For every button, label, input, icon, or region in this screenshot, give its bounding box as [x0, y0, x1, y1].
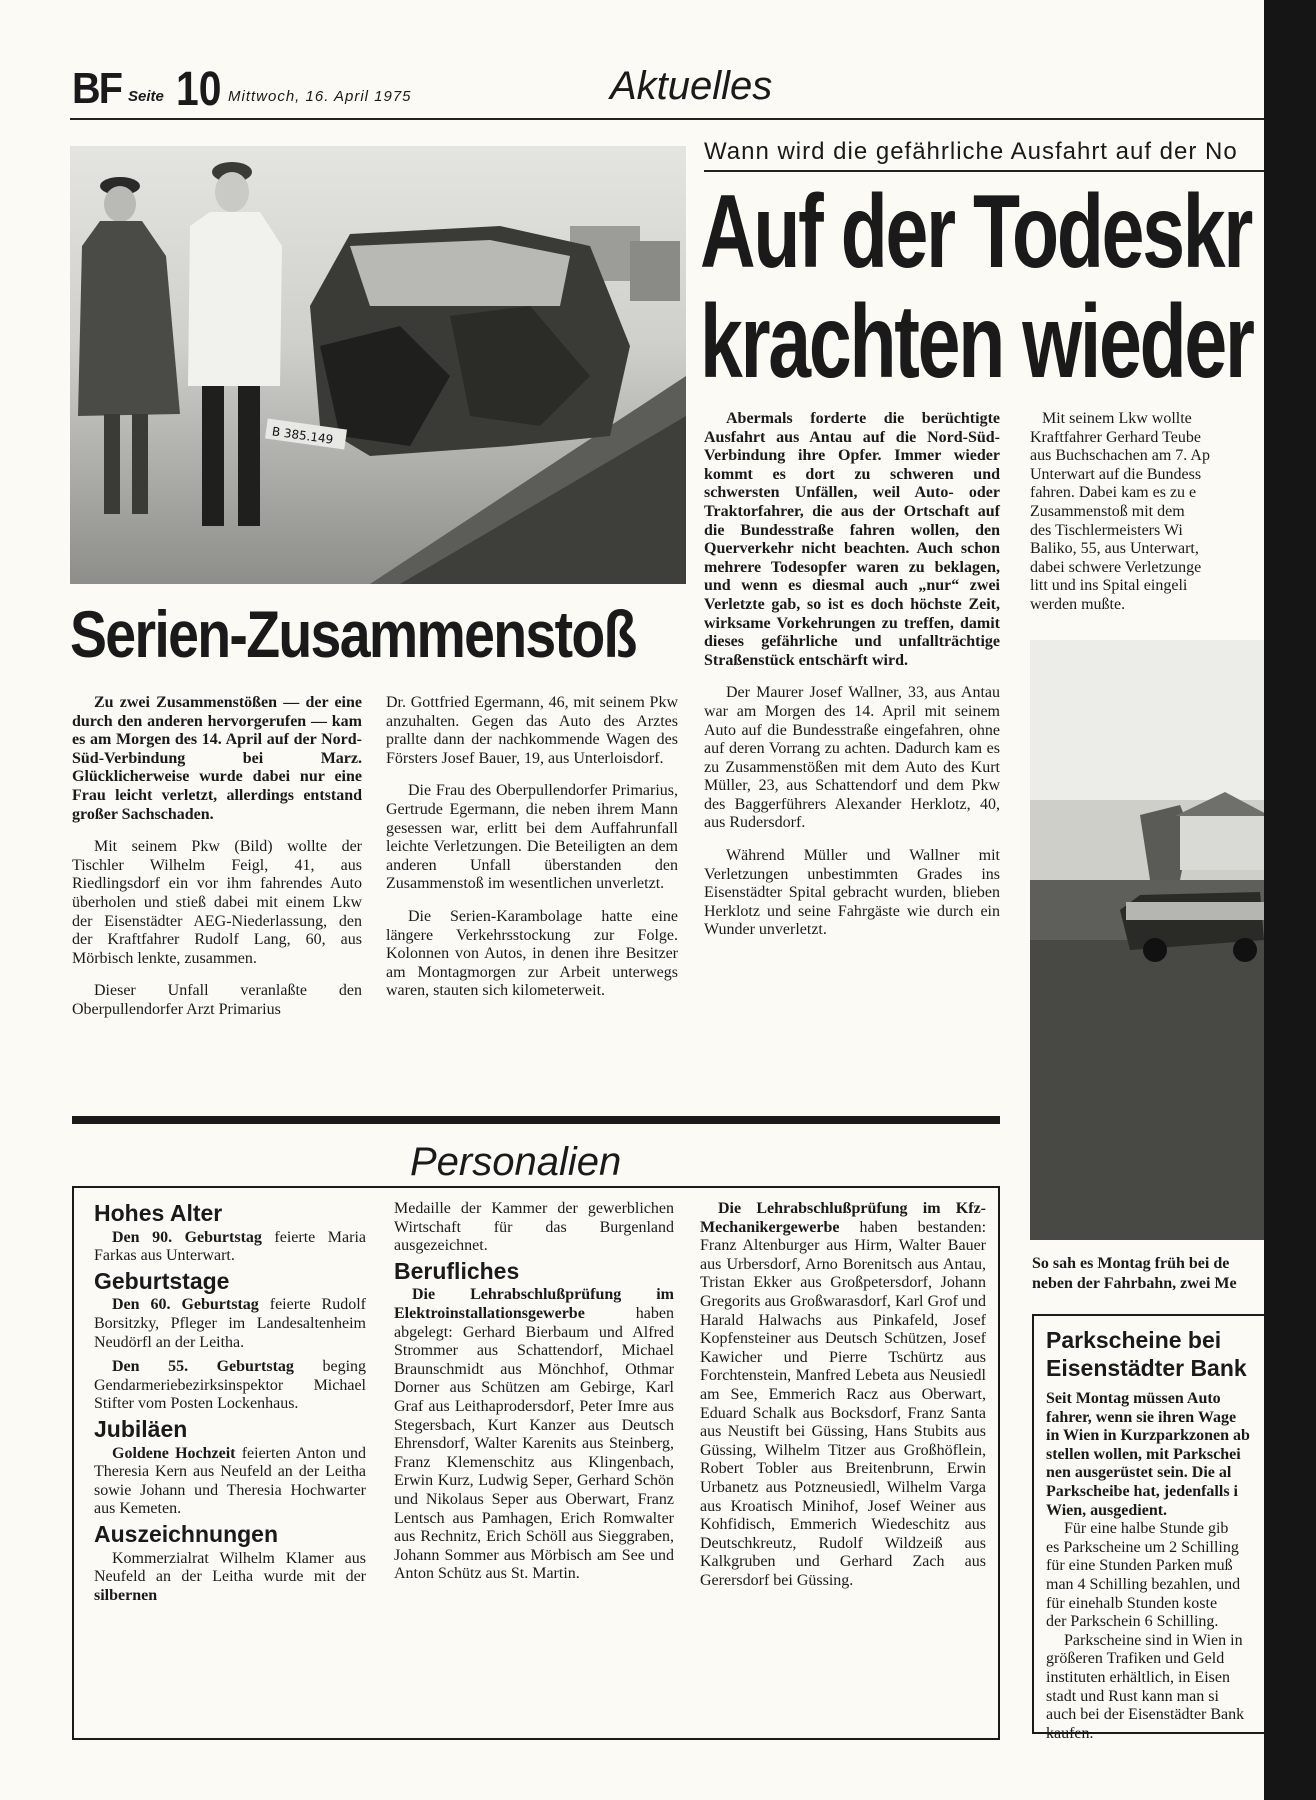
accident-photo [70, 146, 686, 584]
story2-headline-line2: krachten wieder [700, 284, 1253, 400]
col3-line: Baliko, 55, aus Unterwart, [1030, 540, 1199, 558]
story1-lead: Zu zwei Zusammenstößen — der eine durch den anderen hervorgerufen — kam es am Morgen des 14. April auf der Nord-Süd-Verbindung bei Marz. Glücklicherweise wurde dabei nur eine Frau leicht verletzt, allerdings entstand großer Sachschaden. [72, 694, 362, 823]
parkbox-line: stellen wollen, mit Parkschei [1046, 1445, 1241, 1463]
parkbox-line: Parkscheibe hat, jedenfalls i [1046, 1482, 1238, 1500]
jub-lead: Goldene Hochzeit [112, 1444, 236, 1462]
story1-headline: Serien-Zusammenstoß [70, 597, 636, 671]
parkbox-line: größeren Trafiken und Geld [1046, 1650, 1225, 1668]
col3-line: Zusammenstoß mit dem [1030, 502, 1185, 520]
alter-text: feierte Maria Farkas aus Unterwart. [94, 1228, 366, 1265]
col3-line: aus Buchschachen am 7. Ap [1030, 447, 1210, 465]
personalien-col3 [700, 1200, 986, 1596]
parkbox-line: man 4 Schilling bezahlen, und [1046, 1575, 1241, 1593]
col3-line: fahren. Dabei kam es zu e [1030, 484, 1197, 502]
caption-line: neben der Fahrbahn, zwei Me [1032, 1275, 1237, 1292]
alter-lead: Den 90. Geburtstag [112, 1228, 262, 1246]
parkbox-line: auch bei der Eisenstädter Bank [1046, 1706, 1245, 1724]
col3-line: dabei schwere Verletzunge [1030, 558, 1202, 576]
parkbox-body [1046, 1520, 1264, 1743]
col3-line: litt und ins Spital eingeli [1030, 577, 1188, 595]
parkbox-title-2: Eisenstädter Bank [1046, 1355, 1247, 1381]
geb2-text: beging Gendarmeriebezirksinspektor Michael Stifter vom Posten Lockenhaus. [94, 1358, 367, 1413]
story2-col1 [704, 410, 1000, 954]
license-plate: B 385.149 [271, 424, 335, 447]
parkbox-line: für einehalb Stunden koste [1046, 1594, 1218, 1612]
col3-line: des Tischlermeisters Wi [1030, 521, 1183, 539]
page-label: Seite [128, 88, 164, 105]
parkbox-line: Parkscheine sind in Wien in [1064, 1631, 1243, 1649]
story1-col2 [386, 694, 678, 1015]
beruf-lead: Die Lehrabschlußprüfung im Elektroinstallationsgewerbe [394, 1286, 674, 1322]
beruf-text: haben abgelegt: Gerhard Bierbaum und Alfred Strommer aus Schattendorf, Michael Braunschmidt aus Mönchhof, Othmar Dorner aus Schützen am Gebirge, Karl Graf aus Leithaprodersdorf, Peter Imre aus Stegersbach, Kurt Kanzer aus Deutsch Ehrensdorf, Walter Karenits aus Steinberg, Franz Klemenschitz aus Klingenbach, Erwin Kurz, Ludwig Seper, Gerhard Schön und Nikolaus Seper aus Oberwart, Franz Lentsch aus Pamhagen, Erich Romwalter aus Rechnitz, Erich Schöll aus Sieggraben, Johann Sommer aus Mörbisch am See und Anton Schütz aus St. Martin. [394, 1304, 674, 1583]
story2-para: Der Maurer Josef Wallner, 33, aus Antau war am Morgen des 14. April mit seinem Auto auf die Bundesstraße eingefahren, ohne auf deren Vorrang zu achten. Dadurch kam es zu Zusammenstößen mit dem Auto des Kurt Müller, 23, aus Schattendorf und dem Pkw des Baggerführers Alexander Herklotz, 40, aus Rudersdorf. [704, 684, 1000, 832]
heading-berufliches: Berufliches [394, 1257, 520, 1284]
parkbox-line: stadt und Rust kann man si [1046, 1687, 1219, 1705]
parkbox-line: in Wien in Kurzparkzonen ab [1046, 1427, 1250, 1445]
col3-line: Kraftfahrer Gerhard Teube [1030, 428, 1201, 446]
col2-cont: Medaille der Kammer der gewerblichen Wirtschaft für das Burgenland ausgezeichnet. [394, 1200, 674, 1255]
story2-headline-line1: Auf der Todeskr [700, 174, 1252, 290]
ausz-bold: silbernen [94, 1586, 158, 1604]
story2-kicker: Wann wird die gefährliche Ausfahrt auf der No [704, 138, 1238, 165]
col3-line: werden mußte. [1030, 595, 1126, 613]
heading-geburtstage: Geburtstage [94, 1267, 230, 1294]
story1-para: Die Frau des Oberpullendorfer Primarius, Gertrude Egermann, die neben ihrem Mann gesessen war, erlitt bei dem Auffahrunfall leichte Verletzungen. Die Beteiligten an dem anderen Unfall überstanden den Zusammenstoß im wesentlichen unverletzt. [386, 782, 678, 893]
parkbox-line: fahrer, wenn sie ihren Wage [1046, 1408, 1237, 1426]
story2-lead: Abermals forderte die berüchtigte Ausfahrt aus Antau auf die Nord-Süd-Verbindung ihre Opfer. Immer wieder kommt es dort zu schweren und schwersten Unfällen, weil Auto- oder Traktorfahrer, die aus der Ortschaft auf die Bundesstraße fahren wollen, den Querverkehr nicht beachten. Auch schon mehrere Todesopfer waren zu beklagen, und wenn es diesmal auch „nur“ zwei Verletzte gab, so ist es doch höchste Zeit, wirksame Vorkehrungen zu treffen, damit dieses gefährliche und unfallträchtige Straßenstück entschärft wird. [704, 410, 1000, 669]
parkbox-line: Für eine halbe Stunde gib [1064, 1520, 1229, 1538]
story1-para: Die Serien-Karambolage hatte eine längere Verkehrsstockung zur Folge. Kolonnen von Autos, in denen ihre Besitzer am Montagmorgen zur Arbeit unterwegs waren, stauten sich kilometerweit. [386, 907, 678, 1000]
geb1-text: feierte Rudolf Borsitzky, Pfleger im Landesaltenheim Neudörfl an der Leitha. [94, 1296, 366, 1351]
photo-caption [1032, 1254, 1237, 1294]
parkbox-line: kaufen. [1046, 1724, 1094, 1742]
parkbox-line: instituten erhältlich, in Eisen [1046, 1668, 1230, 1686]
kicker-rule [704, 170, 1264, 172]
heading-jubilaeen: Jubiläen [94, 1415, 188, 1442]
geb1-lead: Den 60. Geburtstag [112, 1296, 259, 1314]
story1-para: Mit seinem Pkw (Bild) wollte der Tischler Wilhelm Feigl, 41, aus Riedlingsdorf ein vor ihm fahrendes Auto überholen und stieß dabei mit einem Lkw der Eisenstädter AEG-Niederlassung, den der Kraftfahrer Rudolf Lang, 60, aus Mörbisch lenkte, zusammen. [72, 838, 362, 967]
parkbox-line: Seit Montag müssen Auto [1046, 1390, 1221, 1407]
parkbox-line: nen ausgerüstet sein. Die al [1046, 1464, 1232, 1482]
story2-para: Während Müller und Wallner mit Verletzungen unbestimmten Grades ins Eisenstädter Spital gebracht wurden, blieben Herklotz und seine Fahrgäste wie durch ein Wunder unverletzt. [704, 847, 1000, 939]
section-divider [72, 1116, 1000, 1124]
masthead-logo: BF [72, 64, 122, 113]
issue-date: Mittwoch, 16. April 1975 [228, 88, 412, 105]
caption-line: So sah es Montag früh bei de [1032, 1255, 1230, 1272]
parkbox-line: es Parkscheine um 2 Schilling [1046, 1538, 1239, 1556]
scan-edge-shadow [1264, 0, 1316, 1800]
masthead-rule [70, 118, 1264, 120]
parkscheine-box [1032, 1314, 1264, 1742]
story1-para: Dieser Unfall veranlaßte den Oberpullendorfer Arzt Primarius [72, 982, 362, 1018]
kfz-text: haben bestanden: Franz Altenburger aus Hirm, Walter Bauer aus Urbersdorf, Arno Borenitsch aus Antau, Tristan Ekker aus Großpetersdorf, Johann Gregorits aus Großwarasdorf, Karl Grof und Harald Halwachs aus Pinkafeld, Josef Kopfensteiner aus Deutsch Schützen, Josef Kawicher und Pierre Tschürtz aus Forchtenstein, Manfred Lebeta aus Neusiedl am See, Emmerich Racz aus Oberwart, Eduard Schalk aus Bocksdorf, Franz Santa aus Neustift bei Güssing, Hans Stubits aus Güssing, Wilhelm Titzer aus Großhöflein, Robert Tobler aus Breitenbrunn, Erwin Urbanetz aus Potzneusiedl, Wilhelm Varga aus Kroatisch Minihof, Josef Weiner aus Kohfidisch, Emmerich Wiedeschitz aus Deutschkreutz, Rudolf Wildzeiß aus Kalkgruben und Gerhard Zach aus Gerersdorf bei Güssing. [700, 1218, 987, 1589]
page-number: 10 [176, 63, 222, 116]
story1-para: Dr. Gottfried Egermann, 46, mit seinem Pkw anzuhalten. Gegen das Auto des Arztes prallte dann der nachkommende Wagen des Försters Josef Bauer, 19, aus Unterloisdorf. [386, 694, 678, 767]
parkbox-line: der Parkschein 6 Schilling. [1046, 1613, 1219, 1631]
car-photo [1030, 640, 1264, 1240]
parkbox-line: für eine Stunden Parken muß [1046, 1557, 1233, 1575]
col3-line: Mit seinem Lkw wollte [1042, 410, 1192, 427]
personalien-col2 [394, 1200, 674, 1590]
kfz-lead: Die Lehrabschlußprüfung im Kfz-Mechanikergewerbe [700, 1200, 986, 1236]
story2-col2 [1030, 410, 1264, 615]
parkbox-line: Wien, ausgedient. [1046, 1501, 1168, 1519]
section-title: Aktuelles [610, 64, 773, 108]
personalien-title: Personalien [410, 1140, 622, 1184]
heading-hohes-alter: Hohes Alter [94, 1200, 223, 1226]
col3-line: Unterwart auf die Bundess [1030, 465, 1202, 483]
heading-auszeichnungen: Auszeichnungen [94, 1520, 279, 1547]
jub-text: feierten Anton und Theresia Kern aus Neufeld an der Leitha sowie Johann und Theresia Hochwarter aus Kemeten. [94, 1444, 367, 1518]
ausz-text: Kommerzialrat Wilhelm Klamer aus Neufeld an der Leitha wurde mit der [94, 1549, 366, 1586]
geb2-lead: Den 55. Geburtstag [112, 1358, 294, 1376]
parkbox-lead [1046, 1390, 1264, 1520]
story1-col1 [72, 694, 362, 1034]
personalien-col1 [94, 1200, 366, 1611]
parkbox-title-1: Parkscheine bei [1046, 1327, 1222, 1353]
masthead [72, 60, 1264, 120]
